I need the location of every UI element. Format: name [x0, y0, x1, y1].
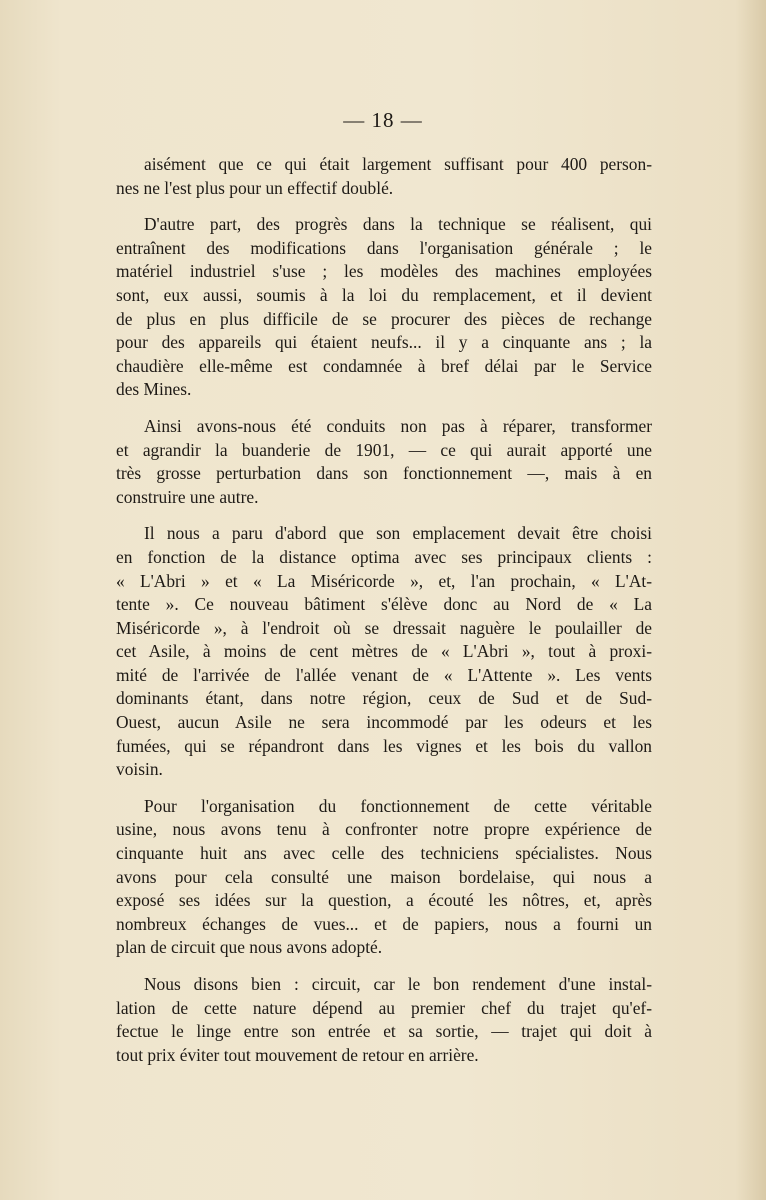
text-line: lation de cette nature dépend au premier chef du trajet qu'ef- — [116, 997, 652, 1018]
text-line: fectue le linge entre son entrée et sa sortie, — trajet qui doit à — [116, 1021, 652, 1042]
page-number: — 18 — — [343, 108, 423, 132]
text-line: cinquante huit ans avec celle des techniciens spécialistes. Nous — [116, 843, 652, 864]
paragraph — [116, 973, 652, 1067]
paragraph — [116, 795, 652, 960]
paragraph — [116, 415, 652, 509]
text-line: chaudière elle-même est condamnée à bref délai par le Service — [116, 355, 652, 376]
text-line: et agrandir la buanderie de 1901, — ce qui aurait apporté une — [116, 439, 652, 460]
text-line: exposé ses idées sur la question, a écouté les nôtres, et, après — [116, 890, 652, 911]
text-line: Il nous a paru d'abord que son emplacement devait être choisi — [144, 523, 652, 544]
text-line: Ainsi avons-nous été conduits non pas à réparer, transformer — [144, 415, 652, 436]
text-line: des Mines. — [116, 379, 192, 400]
text-line: voisin. — [116, 759, 163, 780]
text-line: matériel industriel s'use ; les modèles des machines employées — [116, 261, 652, 282]
text-line: cet Asile, à moins de cent mètres de « L'Abri », tout à proxi- — [116, 641, 652, 662]
text-line: nes ne l'est plus pour un effectif doublé. — [116, 177, 394, 198]
paragraph — [116, 213, 652, 402]
text-line: Pour l'organisation du fonctionnement de cette véritable — [144, 795, 652, 816]
text-line: D'autre part, des progrès dans la technique se réalisent, qui — [144, 214, 652, 235]
text-line: « L'Abri » et « La Miséricorde », et, l'an prochain, « L'At- — [116, 570, 652, 591]
text-line: dominants étant, dans notre région, ceux de Sud et de Sud- — [116, 688, 652, 709]
text-line: de plus en plus difficile de se procurer des pièces de rechange — [116, 308, 652, 329]
text-line: Nous disons bien : circuit, car le bon rendement d'une instal- — [144, 974, 652, 994]
text-line: en fonction de la distance optima avec ses principaux clients : — [116, 546, 652, 567]
text-line: tout prix éviter tout mouvement de retour en arrière. — [116, 1044, 479, 1065]
text-line: Ouest, aucun Asile ne sera incommodé par les odeurs et les — [116, 712, 652, 733]
text-line: aisément que ce qui était largement suffisant pour 400 person- — [144, 154, 652, 174]
text-line: construire une autre. — [116, 486, 259, 507]
text-line: tente ». Ce nouveau bâtiment s'élève donc au Nord de « La — [116, 594, 652, 615]
text-line: pour des appareils qui étaient neufs... il y a cinquante ans ; la — [116, 332, 652, 353]
paragraph — [116, 153, 652, 200]
text-line: usine, nous avons tenu à confronter notre propre expérience de — [116, 819, 652, 840]
text-line: très grosse perturbation dans son fonctionnement —, mais à en — [116, 463, 652, 484]
text-line: mité de l'arrivée de l'allée venant de « L'Attente ». Les vents — [116, 664, 652, 685]
text-line: plan de circuit que nous avons adopté. — [116, 937, 383, 958]
text-line: entraînent des modifications dans l'organisation générale ; le — [116, 237, 652, 258]
paragraph — [116, 522, 652, 782]
text-line: fumées, qui se répandront dans les vignes et les bois du vallon — [116, 735, 652, 756]
body-text — [116, 153, 652, 1080]
text-line: avons pour cela consulté une maison bordelaise, qui nous a — [116, 866, 652, 887]
text-line: nombreux échanges de vues... et de papiers, nous a fourni un — [116, 913, 652, 934]
text-line: sont, eux aussi, soumis à la loi du remplacement, et il devient — [116, 284, 652, 305]
text-line: Miséricorde », à l'endroit où se dressait naguère le poulailler de — [116, 617, 652, 638]
